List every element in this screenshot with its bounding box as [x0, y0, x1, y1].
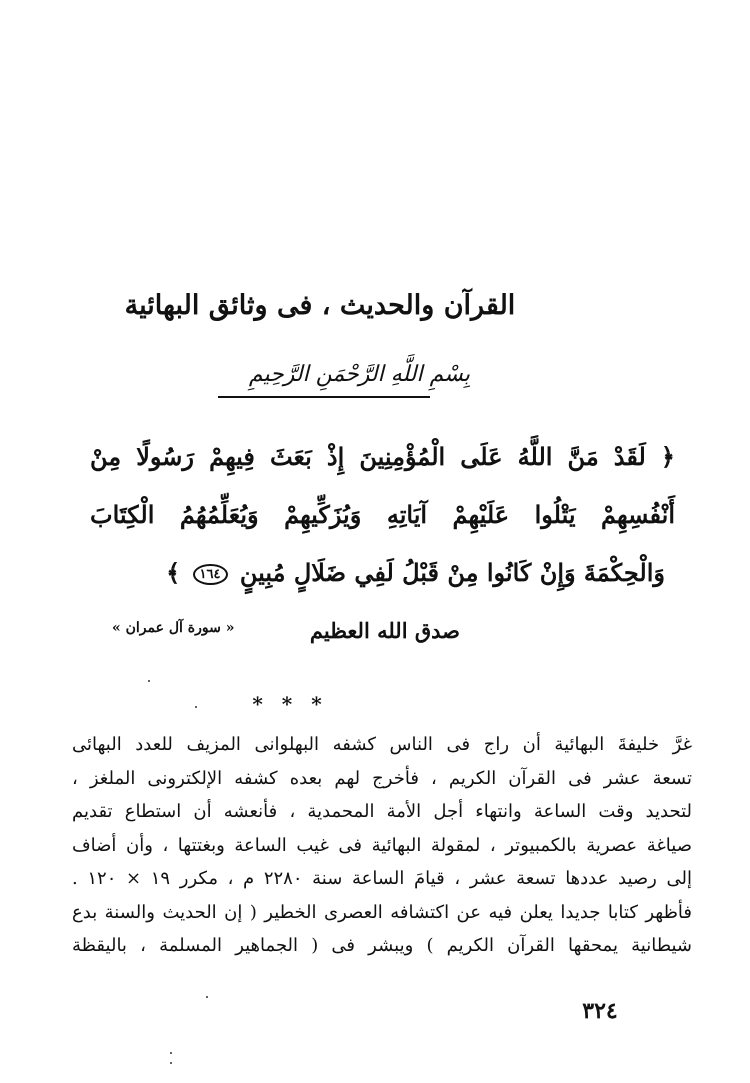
verse-closing-bracket: ﴾ — [166, 558, 181, 587]
basmala-text: بِسْمِ اللَّهِ الرَّحْمَنِ الرَّحِيمِ — [248, 362, 470, 387]
body-line: غرَّ خليفةَ البهائية أن راج فى الناس كشفه البهلوانى المزيف للعدد البهائى — [72, 734, 692, 755]
verse-number-marker: ١٦٤ — [193, 564, 228, 585]
quran-verse-line-3-text: وَالْحِكْمَةَ وَإِنْ كَانُوا مِنْ قَبْلُ لَفِي ضَلَالٍ مُبِينٍ — [239, 558, 665, 587]
body-line: فأظهر كتابا جديدا يعلن فيه عن اكتشافه العصرى الخطير ( إن الحديث والسنة بدع — [72, 901, 692, 923]
section-separator: * * * — [252, 692, 328, 716]
quran-verse-line-2: أَنْفُسِهِمْ يَتْلُوا عَلَيْهِمْ آيَاتِهِ وَيُزَكِّيهِمْ وَيُعَلِّمُهُمُ الْكِتَابَ — [90, 500, 675, 529]
scan-speck — [195, 706, 197, 708]
body-line: صياغة عصرية بالكمبيوتر ، لمقولة البهائية فى غيب الساعة وبغتتها ، وأن أضاف — [72, 834, 692, 856]
body-line: لتحديد وقت الساعة وانتهاء أجل الأمة المحمدية ، فأنعشه أن استطاع تقديم — [72, 801, 692, 822]
body-line: شيطانية يمحقها القرآن الكريم ) ويبشر فى ( الجماهير المسلمة ، باليقظة — [72, 935, 692, 956]
scan-speck — [148, 680, 150, 682]
scan-speck — [170, 1062, 172, 1064]
page-title: القرآن والحديث ، فى وثائق البهائية — [124, 290, 516, 321]
basmala — [140, 362, 470, 412]
body-paragraph — [72, 728, 692, 963]
scan-speck — [206, 996, 208, 998]
basmala-flourish-line — [218, 396, 430, 398]
quran-verse-line-1: ﴿ لَقَدْ مَنَّ اللَّهُ عَلَى الْمُؤْمِنِينَ إِذْ بَعَثَ فِيهِمْ رَسُولًا مِنْ — [90, 442, 675, 471]
body-line: إلى رصيد عددها تسعة عشر ، قيامَ الساعة سنة ٢٢٨٠ م ، مكرر ١٩ × ١٢٠ . — [72, 868, 692, 889]
scan-speck — [170, 1052, 172, 1054]
sadaqa-allah-formula: صدق الله العظيم — [309, 618, 460, 643]
quran-verse-line-3 — [90, 558, 665, 587]
body-line: تسعة عشر فى القرآن الكريم ، فأخرج لهم بعده كشفه الإلكترونى الملغز ، — [72, 767, 692, 789]
surah-reference: « سورة آل عمران » — [112, 620, 235, 636]
page-number: ٣٢٤ — [582, 998, 618, 1024]
